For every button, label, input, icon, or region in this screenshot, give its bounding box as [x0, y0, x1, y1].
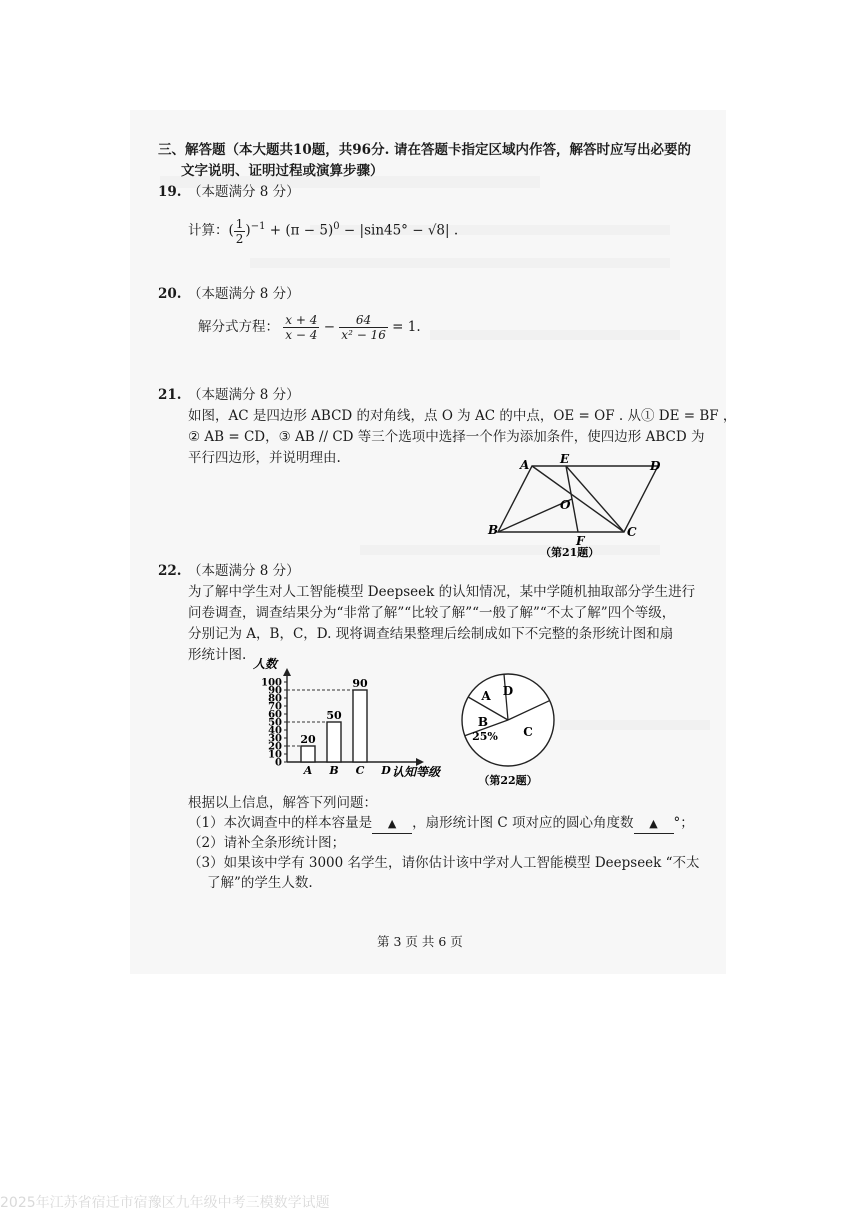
- pie-percent-label: 25%: [472, 730, 498, 743]
- q21-text-line1: 如图，AC 是四边形 ABCD 的对角线，点 O 为 AC 的中点，OE = OF . 从① DE = BF ，: [188, 408, 737, 424]
- bar-chart: [232, 650, 462, 780]
- answer-blank-2[interactable]: [634, 814, 674, 834]
- y-tick-label: 60: [268, 709, 282, 721]
- q20-score: （本题满分 8 分）: [188, 286, 300, 302]
- q19-label: 计算：: [188, 222, 229, 239]
- y-tick-label: 50: [268, 717, 282, 729]
- pie-slice-label: D: [502, 684, 514, 698]
- q19-exponent-zero: 0: [333, 221, 340, 232]
- q22-text-line4: 形统计图.: [188, 647, 247, 663]
- x-tick-label: B: [329, 764, 339, 777]
- point-label-f: F: [576, 534, 585, 548]
- y-tick-label: 80: [268, 693, 282, 705]
- page-number: 第 3 页 共 6 页: [377, 934, 463, 949]
- pie-slice-label: C: [523, 725, 533, 739]
- point-label-o: O: [560, 498, 571, 512]
- bleed-through: [560, 720, 710, 730]
- bar-value-label: 90: [352, 677, 368, 690]
- q20-equation: [198, 311, 421, 343]
- x-tick-label: C: [355, 764, 365, 777]
- q21-parallelogram-figure: [480, 452, 680, 560]
- bleed-through: [250, 258, 670, 268]
- footer-title: 2025年江苏省宿迁市宿豫区九年级中考三模数学试题: [0, 1195, 330, 1211]
- bar-value-label: 50: [326, 709, 342, 722]
- q21-figure-caption: （第21题）: [540, 546, 600, 559]
- q22-sub1-part-a: （1）本次调查中的样本容量是: [188, 815, 373, 831]
- bar: [353, 690, 367, 762]
- answer-blank-1[interactable]: [372, 814, 412, 834]
- q21-score: （本题满分 8 分）: [188, 387, 300, 403]
- point-label-d: D: [650, 459, 661, 473]
- bar: [327, 722, 341, 762]
- bleed-through: [430, 330, 680, 340]
- q22-sub1-part-c: °；: [673, 815, 694, 831]
- q22-text-line2: 问卷调查，调查结果分为“非常了解”“比较了解”“一般了解”“不太了解”四个等级，: [188, 605, 676, 621]
- y-tick-label: 0: [275, 757, 282, 769]
- q21-text-line2: ② AB = CD，③ AB // CD 等三个选项中选择一个作为添加条件，使四边形 ABCD 为: [188, 429, 705, 445]
- q22-sub1-part-b: ，扇形统计图 C 项对应的圆心角度数: [412, 815, 634, 831]
- y-tick-label: 100: [261, 677, 282, 689]
- q20-frac2-num: 64: [339, 313, 388, 328]
- y-tick-label: 10: [268, 749, 282, 761]
- y-tick-label: 20: [268, 741, 282, 753]
- q22-subquestion-3-line1: （3）如果该中学有 3000 名学生，请你估计该中学对人工智能模型 Deepseek “不太: [188, 855, 700, 871]
- q19-plus-term: + (π − 5): [265, 222, 334, 239]
- pie-slice-label: A: [481, 689, 491, 703]
- q22-figure-caption: （第22题）: [478, 774, 538, 787]
- q20-number: 20.: [158, 286, 182, 302]
- q19-exponent: −1: [250, 221, 266, 232]
- q20-minus: −: [323, 319, 335, 335]
- y-axis-label: 人数: [253, 657, 278, 671]
- y-axis-arrow: [283, 668, 291, 676]
- q22-intro: 根据以上信息，解答下列问题：: [188, 795, 377, 811]
- q22-text-line3: 分别记为 A，B，C，D. 现将调查结果整理后绘制成如下不完整的条形统计图和扇: [188, 626, 674, 642]
- x-tick-label: A: [303, 764, 313, 777]
- q19-paren-close: ): [245, 222, 251, 239]
- section-heading-line1: 三、解答题（本大题共10题，共96分. 请在答题卡指定区域内作答，解答时应写出必要的: [158, 142, 691, 158]
- y-tick-label: 90: [268, 685, 282, 697]
- bar: [301, 746, 315, 762]
- q19-frac-num: 1: [235, 216, 244, 231]
- segment-ec: [566, 466, 624, 532]
- q22-score: （本题满分 8 分）: [188, 563, 300, 579]
- blank-marker: ▲: [649, 817, 658, 830]
- q20-label: 解分式方程：: [198, 319, 279, 335]
- diagonal-ac: [532, 466, 624, 532]
- bar-value-label: 20: [300, 733, 316, 746]
- q19-score: （本题满分 8 分）: [188, 184, 300, 200]
- blank-marker: ▲: [387, 817, 397, 830]
- q20-frac1-num: x + 4: [285, 313, 318, 327]
- q19-abs-term: − |sin45° − √8| .: [339, 222, 459, 239]
- y-tick-label: 30: [268, 733, 282, 745]
- q19-expression: [188, 212, 458, 246]
- pie-chart: [450, 668, 570, 790]
- q20-equals: = 1.: [392, 319, 421, 335]
- point-label-c: C: [627, 525, 637, 539]
- q20-fraction-1: [283, 313, 319, 342]
- y-tick-label: 70: [268, 701, 282, 713]
- y-tick-label: 40: [268, 725, 282, 737]
- x-axis-label: 认知等级: [392, 765, 441, 779]
- pie-slice-label: B: [477, 715, 489, 729]
- q22-subquestion-1: [188, 814, 694, 834]
- q22-text-line1: 为了解中学生对人工智能模型 Deepseek 的认知情况，某中学随机抽取部分学生进行: [188, 584, 696, 600]
- q22-subquestion-3-line2: 了解”的学生人数.: [207, 875, 313, 891]
- x-tick-label: D: [381, 764, 391, 777]
- q21-text-line3: 平行四边形，并说明理由.: [188, 450, 341, 466]
- q22-number: 22.: [158, 563, 182, 579]
- q19-frac-den: 2: [235, 231, 244, 246]
- point-label-e: E: [560, 452, 570, 466]
- q19-paren: (: [228, 222, 234, 239]
- q19-fraction: [234, 217, 246, 246]
- q19-number: 19.: [158, 184, 182, 200]
- q21-number: 21.: [158, 387, 182, 403]
- point-label-a: A: [520, 458, 530, 472]
- section-heading-line2: 文字说明、证明过程或演算步骤）: [181, 163, 384, 179]
- q20-frac2-den: x² − 16: [341, 328, 386, 342]
- q22-subquestion-2: （2）请补全条形统计图；: [188, 835, 346, 851]
- point-label-b: B: [488, 523, 499, 537]
- q20-frac1-den: x − 4: [285, 328, 318, 342]
- q20-fraction-2: [339, 313, 388, 342]
